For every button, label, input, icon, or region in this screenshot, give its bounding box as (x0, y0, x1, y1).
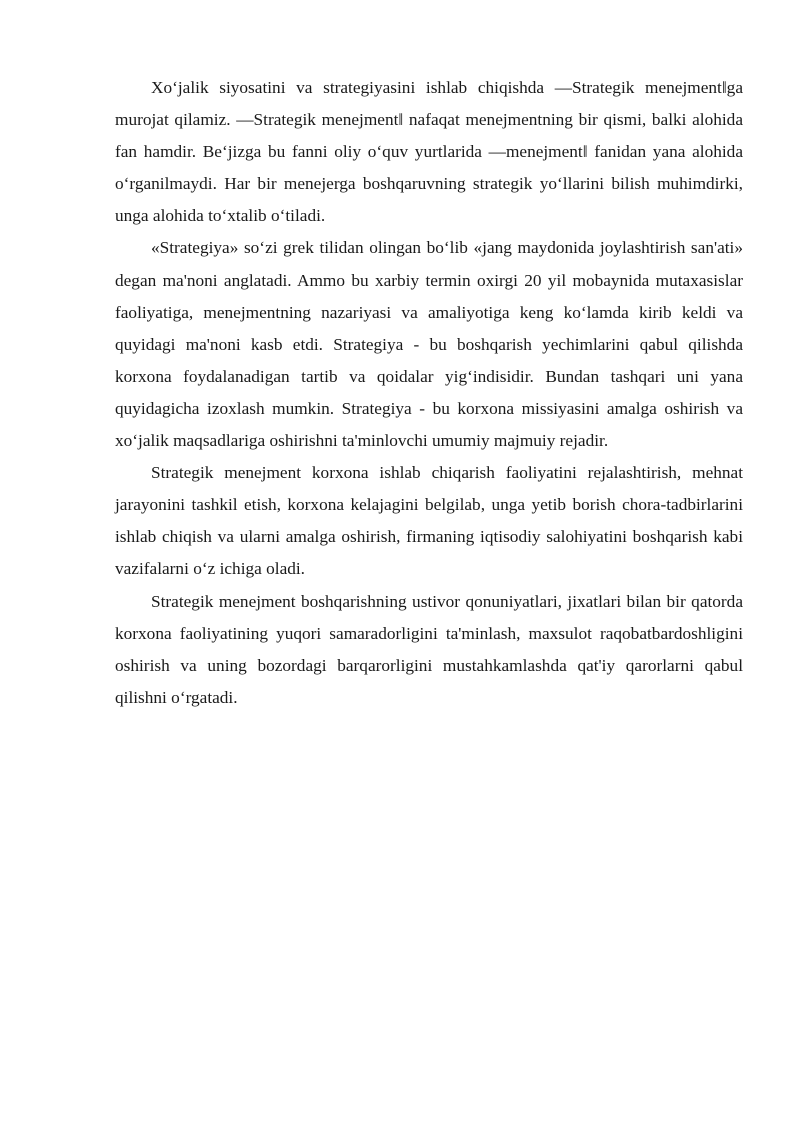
paragraph-3: Strategik menejment korxona ishlab chiqarish faoliyatini rejalashtirish, mehnat jarayonini tashkil etish, korxona kelajagini belgilab, unga yetib borish chora-tadbirlarini ishlab chiqish va ularni amalga oshirish, firmaning iqtisodiy salohiyatini boshqarish kabi vazifalarni o‘z ichiga oladi. (115, 463, 743, 579)
paragraph-4: Strategik menejment boshqarishning ustivor qonuniyatlari, jixatlari bilan bir qatorda korxona faoliyatining yuqori samaradorligini ta'minlash, maxsulot raqobatbardoshligini oshirish va uning bozordagi barqarorligini mustahkamlashda qat'iy qarorlarni qabul qilishni o‘rgatadi. (115, 591, 743, 707)
paragraph-1: Xo‘jalik siyosatini va strategiyasini ishlab chiqishda ―Strategik menejment‖ga murojat qilamiz. ―Strategik menejment‖ nafaqat menejmentning bir qismi, balki alohida fan hamdir. Be‘jizga bu fanni oliy o‘quv yurtlarida ―menejment‖ fanidan yana alohida o‘rganilmaydi. Har bir menejerga boshqaruvning strategik yo‘llarini bilish muhimdirki, unga alohida to‘xtalib o‘tiladi. (115, 78, 743, 226)
paragraph-2: «Strategiya» so‘zi grek tilidan olingan bo‘lib «jang maydonida joylashtirish san'ati» degan ma'noni anglatadi. Ammo bu xarbiy termin oxirgi 20 yil mobaynida mutaxasislar faoliyatiga, menejmentning nazariyasi va amaliyotiga keng ko‘lamda kirib keldi va quyidagi ma'noni kasb etdi. Strategiya - bu boshqarish yechimlarini qabul qilishda korxona foydalanadigan tartib va qoidalar yig‘indisidir. Bundan tashqari uni yana quyidagicha izoxlash mumkin. Strategiya - bu korxona missiyasini amalga oshirish va xo‘jalik maqsadlariga oshirishni ta'minlovchi umumiy majmuiy rejadir. (115, 238, 743, 451)
